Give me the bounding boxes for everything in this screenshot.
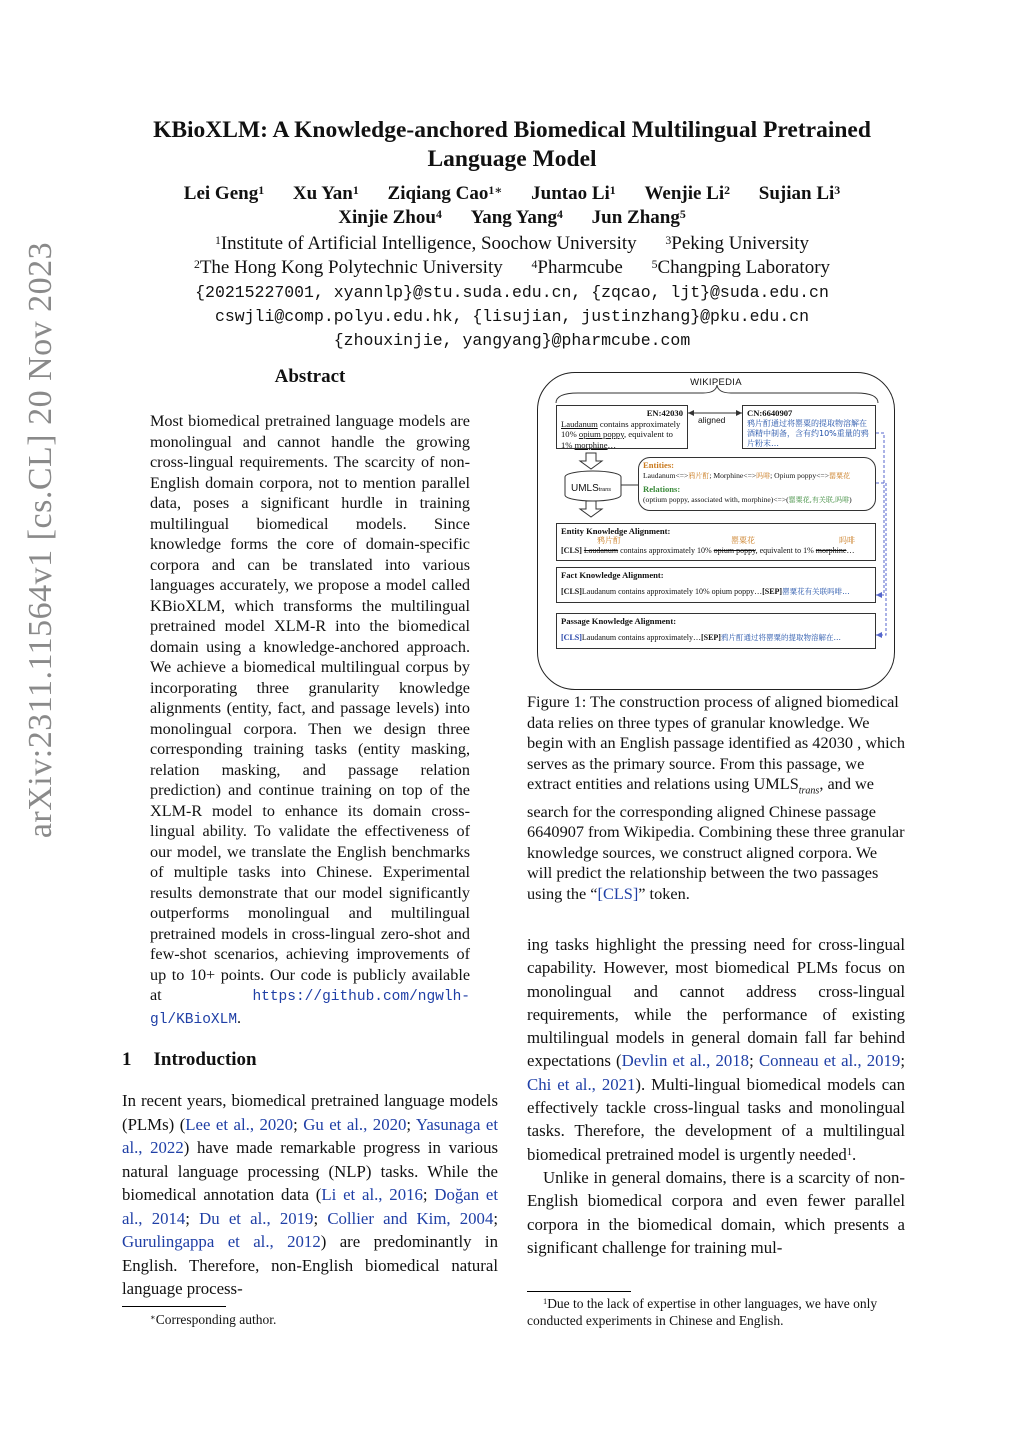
passage-alignment-text: [CLS]Laudanum contains approximately…[SEP]鸦片酊通过将罂粟的提取物溶解在… [561, 632, 841, 642]
figure-1-caption: Figure 1: The construction process of aligned biomedical data relies on three types of granular knowledge. We begin with an English passage identified as 42030 , which serves as the primary source. From this passage, we extract entities and relations using $UMLS_{trans}$, and we search for the corresponding aligned Chinese passage 6640907 from Wikipedia. Combining these three granular knowledge sources, we construct aligned corpora. We will predict the relationship between the two passages using the “[CLS]” token. [527, 692, 906, 903]
citation-link[interactable]: Chi et al., 2021 [527, 1074, 636, 1094]
chinese-passage-box [742, 405, 876, 449]
author: Xinjie Zhou$^4$ [338, 207, 442, 228]
citation-link[interactable]: Gu et al., 2020 [303, 1114, 407, 1134]
entities-label: Entities: [643, 460, 675, 470]
abstract-text: Most biomedical pretrained language models are monolingual and cannot handle the growing cross-lingual requirements. The scarcity of non-English domain corpora, not to mention parallel data, poses a significant hurdle in training multilingual biomedical models. Since knowledge forms the core of domain-specific corpora and can be translated into various languages accurately, we propose a model called KBioXLM, which transforms the multilingual pretrained model XLM-R into the biomedical domain using a knowledge-anchored approach. We achieve a biomedical multilingual corpus by incorporating three granularity knowledge alignments (entity, fact, and passage levels) into monolingual corpora. Then we design three corresponding training tasks (entity masking, relation masking, and passage relation prediction) and continue training on top of the XLM-R model to enhance its domain cross-lingual ability. To validate the effectiveness of our model, we translate the English benchmarks of multiple tasks into Chinese. Experimental results demonstrate that our model significantly outperforms monolingual and multilingual pretrained models in cross-lingual zero-shot and few-shot scenarios, achieving improvements of up to 10+ points. Our code is publicly available at [150, 412, 470, 1004]
citation-link[interactable]: Lee et al., 2020 [185, 1114, 294, 1134]
english-passage-box [556, 405, 688, 449]
wikipedia-label: WIKIPEDIA [690, 377, 742, 388]
footnote-rule [122, 1306, 226, 1307]
paragraph: Unlike in general domains, there is a scarcity of non-English biomedical corpora and even fewer parallel corpora in the biomedical domain, which presents a significant challenge for training mul- [527, 1167, 905, 1257]
affiliations [100, 232, 924, 280]
down-arrow-icon [580, 453, 602, 469]
umls-label: UMLStrans [571, 483, 612, 494]
authors-row-1 [100, 182, 924, 206]
citation-link[interactable]: Doğan et al., 2014 [122, 1185, 498, 1228]
author: Yang Yang$^4$ [470, 207, 563, 228]
dashed-connector [876, 433, 884, 595]
author-list [100, 182, 924, 230]
fact-alignment-box [556, 567, 876, 603]
paper-title [100, 116, 924, 174]
citation-link[interactable]: Yasunaga et al., 2022 [122, 1114, 498, 1157]
author-emails [100, 281, 924, 353]
relations-text: (optium poppy, associated with, morphine)<=>(罂粟花,有关联,吗啡) [643, 494, 852, 504]
english-passage-text: Laudanum contains approximately 10% opium poppy, equivalent to 1% morphine… [561, 418, 681, 450]
citation-link[interactable]: Conneau et al., 2019 [758, 1051, 901, 1071]
figure-1-diagram [537, 372, 895, 690]
affiliation: $^3$Peking University [665, 233, 810, 254]
arrowhead [876, 592, 882, 598]
passage-alignment-box [556, 613, 876, 649]
author: Xu Yan$^1$ [292, 183, 359, 204]
passage-alignment-title: Passage Knowledge Alignment: [561, 616, 677, 626]
entity-alignment-zh-row: 鸦片酊 罂粟花 吗啡 [597, 535, 855, 545]
email-line[interactable]: cswjli@comp.polyu.edu.hk, {lisujian, justinzhang}@pku.edu.cn [214, 307, 810, 326]
code-url-link[interactable]: https://github.com/ngwlh-gl/KBioXLM [150, 989, 470, 1028]
author: Lei Geng$^1$ [183, 183, 265, 204]
email-line[interactable]: {zhouxinjie, yangyang}@pharmcube.com [333, 331, 691, 350]
citation-link[interactable]: Gurulingappa et al., 2012 [122, 1232, 321, 1251]
arrowhead [876, 632, 882, 638]
abstract-heading: Abstract [274, 366, 346, 387]
fact-alignment-text: [CLS]Laudanum contains approximately 10% opium poppy…[SEP]罂粟花有关联吗啡… [561, 586, 850, 596]
cls-token: [CLS] [597, 883, 639, 903]
abstract-body [150, 411, 470, 1030]
footnote-marker[interactable]: 1 [846, 1147, 853, 1158]
chinese-passage-id: CN:6640907 [747, 408, 793, 418]
affiliation: $^2$The Hong Kong Polytechnic University [193, 257, 503, 278]
arrowhead [688, 410, 694, 416]
abstract-end: . [237, 1008, 242, 1027]
english-passage-id: EN:42030 [646, 408, 683, 418]
footnote-1: $^1$Due to the lack of expertise in other languages, we have only conducted experiments in Chinese and English. [527, 1296, 878, 1328]
affiliation: $^4$Pharmcube [531, 257, 623, 278]
entities-relations-box [638, 457, 876, 511]
arxiv-side-label: arXiv:2311.11564v1 [cs.CL] 20 Nov 2023 [22, 241, 59, 839]
author: Sujian Li$^3$ [758, 183, 841, 204]
footnote-corresponding: ∗Corresponding author. [150, 1312, 277, 1327]
paragraph: ing tasks highlight the pressing need for cross-lingual capability. However, most biomedical PLMs focus on monolingual and cannot address cross-lingual requirements, while the performance of existing multilingual models in general domain fall far behind expectations (Devlin et al., 2018; Conneau et al., 2019; Chi et al., 2021). Multi-lingual biomedical models can effectively tackle cross-lingual tasks and monolingual tasks. Therefore, the development of a multilingual biomedical pretrained model is urgently needed$^1$. [527, 935, 905, 1164]
down-arrow-icon [580, 501, 602, 517]
section-title: Introduction [153, 1049, 257, 1070]
citation-link[interactable]: Li et al., 2016 [321, 1185, 423, 1204]
authors-row-2 [100, 206, 924, 230]
author: Ziqiang Cao$^{1∗}$ [387, 183, 503, 204]
intro-paragraph: In recent years, biomedical pretrained language models (PLMs) (Lee et al., 2020; Gu et al., 2020; Yasunaga et al., 2022) have made remarkable progress in various natural language processing (NLP) tasks. While the biomedical annotation data (Li et al., 2016; Doğan et al., 2014; Du et al., 2019; Collier and Kim, 2004; Gurulingappa et al., 2012) are predominantly in English. Therefore, non-English biomedical natural language process- [122, 1091, 499, 1298]
section-heading-introduction [122, 1049, 257, 1071]
entity-alignment-title: Entity Knowledge Alignment: [561, 526, 671, 536]
entity-alignment-text: [CLS] Laudanum contains approximately 10% opium poppy, equivalent to 1% morphine… [561, 545, 855, 555]
title-line-2: Language Model [427, 146, 597, 172]
entity-alignment-box [556, 523, 876, 561]
title-line-1: KBioXLM: A Knowledge-anchored Biomedical Multilingual Pretrained [153, 117, 871, 143]
author: Juntao Li$^1$ [531, 183, 616, 204]
wikipedia-brace [556, 385, 878, 403]
chinese-passage-text: 鸦片酊通过将罂粟的提取物溶解在酒精中制备，含有约10%重量的鸦片粉末… [747, 418, 869, 448]
entities-text: Laudanum<=>鸦片酊; Morphine<=>吗啡; Opium poppy<=>罂粟花 [643, 470, 850, 480]
relations-label: Relations: [643, 484, 681, 494]
right-column-body [527, 933, 905, 1259]
affil-row-2 [100, 256, 924, 280]
aligned-label: aligned [698, 415, 726, 425]
author: Wenjie Li$^2$ [644, 183, 731, 204]
affil-row-1 [100, 232, 924, 256]
footnote-rule [527, 1291, 631, 1292]
citation-link[interactable]: Collier and Kim, 2004 [327, 1208, 494, 1228]
fact-alignment-title: Fact Knowledge Alignment: [561, 570, 664, 580]
author: Jun Zhang$^5$ [591, 207, 686, 228]
citation-link[interactable]: Devlin et al., 2018 [621, 1051, 750, 1071]
section-number: 1 [122, 1049, 132, 1070]
email-line[interactable]: {20215227001, xyannlp}@stu.suda.edu.cn, {zqcao, ljt}@suda.edu.cn [195, 283, 829, 302]
citation-link[interactable]: Du et al., 2019 [199, 1208, 314, 1228]
affiliation: $^1$Institute of Artificial Intelligence, Soochow University [214, 233, 637, 254]
affiliation: $^5$Changping Laboratory [651, 257, 831, 278]
